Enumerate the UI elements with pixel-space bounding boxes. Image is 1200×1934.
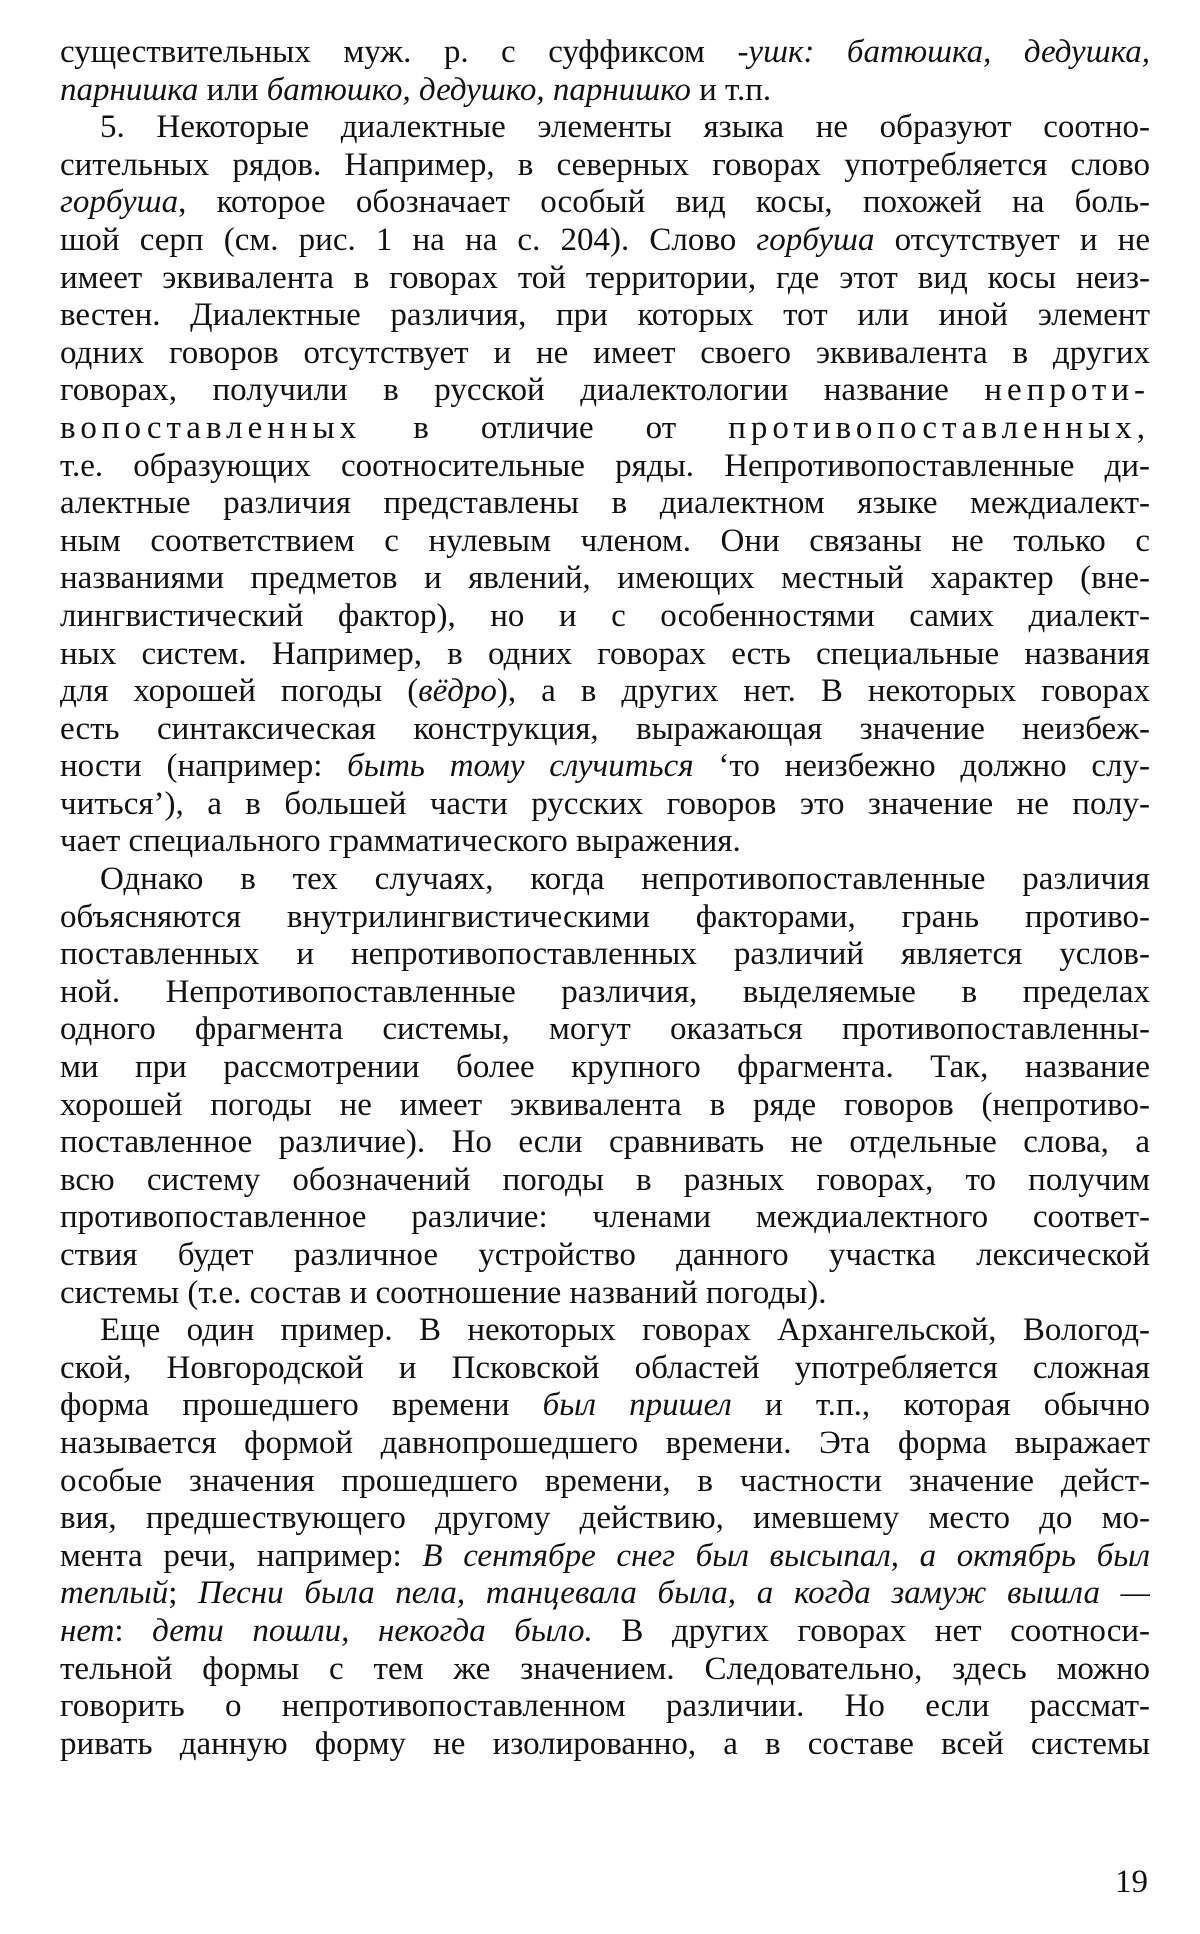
text-line <box>60 297 1150 335</box>
text-line <box>60 410 1150 448</box>
italic-text-segment: нет <box>60 1612 115 1649</box>
text-line <box>60 936 1150 974</box>
text-line <box>60 1688 1150 1726</box>
text-line <box>60 1162 1150 1200</box>
text-segment: мента речи, например: <box>60 1537 423 1574</box>
book-page-text <box>60 34 1150 1763</box>
italic-text-segment: вёдро <box>418 673 497 710</box>
spaced-text-segment: противопоставленных, <box>728 409 1150 446</box>
text-line <box>60 372 1150 410</box>
text-line <box>60 1463 1150 1501</box>
text-line <box>60 1538 1150 1576</box>
text-line <box>60 823 1150 861</box>
text-segment: особые значения прошедшего времени, в частности значение дейст- <box>60 1462 1150 1499</box>
text-segment: ; <box>168 1575 199 1612</box>
italic-text-segment: В сентябре снег был высыпал, а октябрь был <box>422 1537 1150 1574</box>
text-segment: системы (т.е. состав и соотношение названий погоды). <box>60 1274 827 1311</box>
text-segment: или <box>198 71 267 108</box>
text-segment: Еще один пример. В некоторых говорах Архангельской, Вологод- <box>100 1312 1150 1349</box>
text-line <box>60 974 1150 1012</box>
text-line <box>60 1275 1150 1313</box>
page-number: 19 <box>1115 1864 1148 1900</box>
text-segment: называется формой давнопрошедшего времени. Эта форма выражает <box>60 1424 1150 1461</box>
text-line <box>60 1237 1150 1275</box>
text-line <box>60 899 1150 937</box>
text-segment: ной. Непротивопоставленные различия, выделяемые в пределах <box>60 973 1150 1010</box>
text-segment: вия, предшествующего другому действию, имевшему место до мо- <box>60 1500 1150 1537</box>
text-segment: ным соответствием с нулевым членом. Они связаны не только с <box>60 522 1150 559</box>
text-segment: всю систему обозначений погоды в разных говорах, то получим <box>60 1161 1150 1198</box>
text-segment: названиями предметов и явлений, имеющих местный характер (вне- <box>60 560 1150 597</box>
text-segment: имеет эквивалента в говорах той территории, где этот вид косы неиз- <box>60 259 1150 296</box>
text-segment: противопоставленное различие: членами междиалектного соответ- <box>60 1199 1150 1236</box>
text-line <box>60 448 1150 486</box>
text-segment: для хорошей погоды ( <box>60 673 419 710</box>
text-line <box>60 222 1150 260</box>
text-segment: ‘то неизбежно должно слу- <box>693 748 1150 785</box>
text-line <box>60 72 1150 110</box>
text-line <box>60 598 1150 636</box>
text-line <box>60 1124 1150 1162</box>
text-line <box>60 184 1150 222</box>
text-segment: ствия будет различное устройство данного участка лексической <box>60 1237 1150 1273</box>
text-line <box>60 1387 1150 1425</box>
italic-text-segment: -ушк: батюшка, дедушка, <box>737 34 1150 70</box>
text-line <box>60 1575 1150 1613</box>
italic-text-segment: быть тому случиться <box>347 748 694 785</box>
text-segment: одного фрагмента системы, могут оказаться противопоставленны- <box>60 1011 1150 1048</box>
text-segment: читься’), а в большей части русских говоров это значение не полу- <box>60 785 1150 822</box>
italic-text-segment: дети пошли, некогда было. <box>152 1612 593 1649</box>
text-line <box>60 1651 1150 1689</box>
text-line <box>60 523 1150 561</box>
text-segment: одних говоров отсутствует и не имеет своего эквивалента в других <box>60 334 1150 371</box>
text-segment: ской, Новгородской и Псковской областей употребляется сложная <box>60 1349 1150 1386</box>
text-segment: хорошей погоды не имеет эквивалента в ряде говоров (непротиво- <box>60 1086 1150 1123</box>
text-line <box>60 260 1150 298</box>
text-segment: В других говорах нет соотноси- <box>592 1612 1150 1649</box>
text-segment: вестен. Диалектные различия, при которых тот или иной элемент <box>60 297 1150 334</box>
text-line <box>60 1350 1150 1388</box>
text-line <box>60 1011 1150 1049</box>
text-segment: существительных муж. р. с суффиксом <box>60 34 738 70</box>
text-segment: 5. Некоторые диалектные элементы языка не образуют соотно- <box>100 109 1150 146</box>
text-line <box>60 748 1150 786</box>
text-segment: ), а в других нет. В некоторых говорах <box>496 673 1150 710</box>
text-line <box>60 485 1150 523</box>
text-line <box>60 335 1150 373</box>
italic-text-segment: батюшко, дедушко, парнишко <box>266 71 691 108</box>
text-line <box>60 636 1150 674</box>
text-segment: и т.п., которая обычно <box>731 1387 1150 1424</box>
text-segment: ности (например: <box>60 748 348 785</box>
text-segment: шой серп (см. рис. 1 на на с. 204). Слово <box>60 221 757 258</box>
text-segment: объясняются внутрилингвистическими факторами, грань противо- <box>60 898 1150 935</box>
text-line <box>60 1613 1150 1651</box>
text-line <box>60 1049 1150 1087</box>
text-segment: ривать данную форму не изолированно, а в составе всей системы <box>60 1725 1150 1762</box>
text-segment: отсутствует и не <box>874 221 1150 258</box>
text-segment: ми при рассмотрении более крупного фрагмента. Так, название <box>60 1049 1150 1086</box>
text-segment: т.е. образующих соотносительные ряды. Непротивопоставленные ди- <box>60 447 1150 484</box>
text-segment: Однако в тех случаях, когда непротивопоставленные различия <box>100 861 1150 898</box>
text-segment: есть синтаксическая конструкция, выражающая значение неизбеж- <box>60 710 1150 747</box>
text-segment: говорах, получили в русской диалектологии название <box>60 372 985 409</box>
text-segment: форма прошедшего времени <box>60 1387 543 1424</box>
text-line <box>60 1726 1150 1764</box>
text-segment: : <box>114 1612 153 1649</box>
text-line <box>60 1312 1150 1350</box>
text-line <box>60 1425 1150 1463</box>
italic-text-segment: горбуша <box>60 184 179 221</box>
text-segment: лингвистический фактор), но и с особенностями самих диалект- <box>60 597 1150 634</box>
text-segment: поставленных и непротивопоставленных различий является услов- <box>60 936 1150 973</box>
text-line <box>60 786 1150 824</box>
italic-text-segment: теплый <box>60 1575 169 1612</box>
italic-text-segment: горбуша <box>756 221 875 258</box>
text-segment: алектные различия представлены в диалектном языке междиалект- <box>60 485 1150 522</box>
text-segment: тельной формы с тем же значением. Следовательно, здесь можно <box>60 1650 1150 1687</box>
text-line <box>60 1087 1150 1125</box>
text-line <box>60 861 1150 899</box>
text-line <box>60 109 1150 147</box>
text-segment: в отличие от <box>361 409 729 446</box>
text-line <box>60 34 1150 72</box>
text-line <box>60 673 1150 711</box>
text-line <box>60 1500 1150 1538</box>
text-segment: чает специального грамматического выражения. <box>60 823 741 860</box>
italic-text-segment: Песни была пела, танцевала была, а когда замуж вышла — <box>198 1575 1150 1612</box>
text-segment: , которое обозначает особый вид косы, похожей на боль- <box>178 184 1150 221</box>
text-line <box>60 1199 1150 1237</box>
text-line <box>60 711 1150 749</box>
text-line <box>60 560 1150 598</box>
text-segment: говорить о непротивопоставленном различии. Но если рассмат- <box>60 1688 1150 1725</box>
text-segment: и т.п. <box>690 71 772 108</box>
text-segment: ных систем. Например, в одних говорах есть специальные названия <box>60 635 1150 672</box>
text-segment: поставленное различие). Но если сравнивать не отдельные слова, а <box>60 1124 1150 1161</box>
spaced-text-segment: непроти- <box>984 372 1150 409</box>
italic-text-segment: парнишка <box>60 71 199 108</box>
italic-text-segment: был пришел <box>542 1387 732 1424</box>
text-segment: сительных рядов. Например, в северных говорах употребляется слово <box>60 146 1150 183</box>
text-line <box>60 147 1150 185</box>
spaced-text-segment: вопоставленных <box>60 409 362 446</box>
